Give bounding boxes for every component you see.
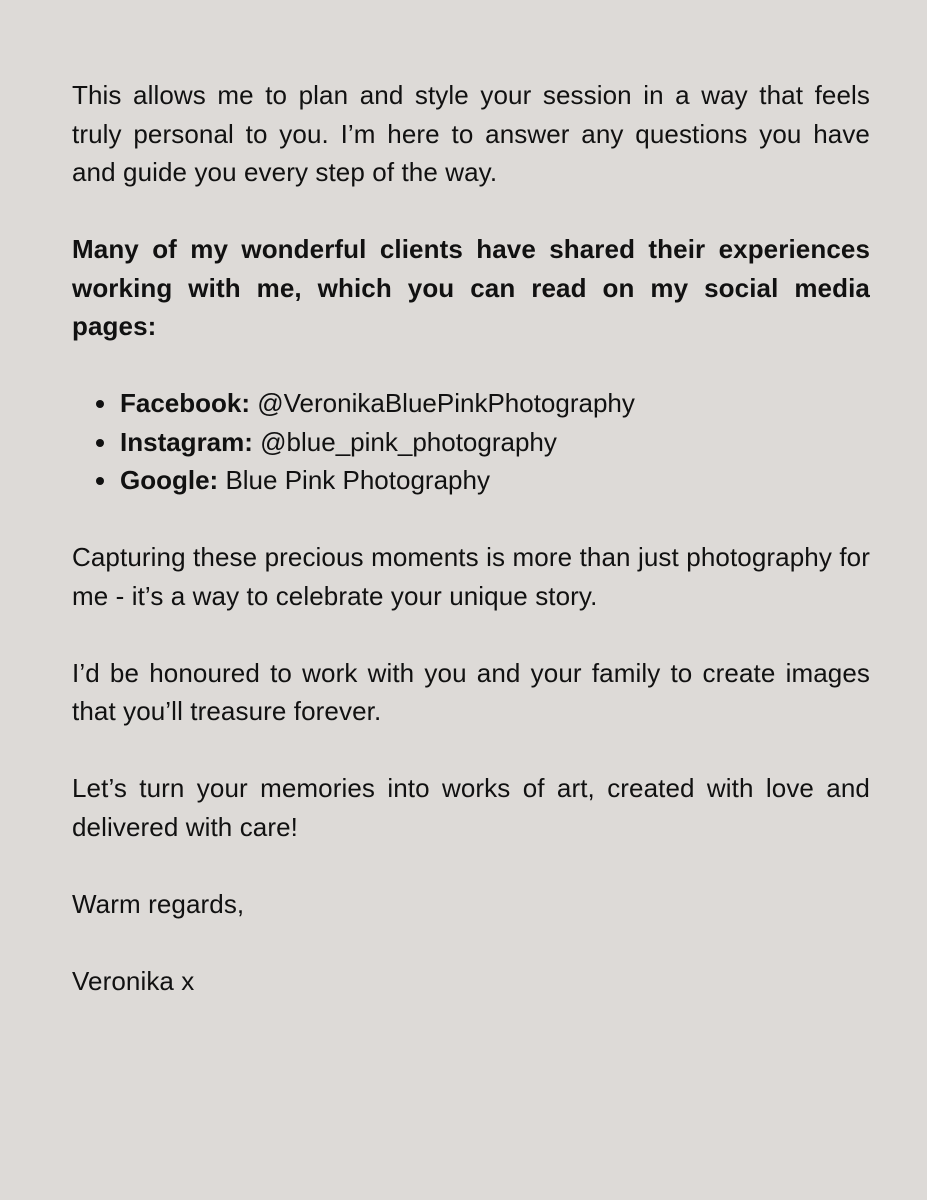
list-item-facebook xyxy=(72,384,870,423)
google-name: Blue Pink Photography xyxy=(225,465,490,495)
honoured-paragraph: I’d be honoured to work with you and your family to create images that you’ll treasure forever. xyxy=(72,657,870,726)
memories-paragraph: Let’s turn your memories into works of art, created with love and delivered with care! xyxy=(72,773,870,842)
bullet-icon xyxy=(96,477,104,485)
moments-paragraph: Capturing these precious moments is more than just photography for me - it’s a way to celebrate your unique story. xyxy=(72,542,870,611)
list-item-instagram xyxy=(72,423,870,462)
bullet-icon xyxy=(96,400,104,408)
closing-line: Warm regards, xyxy=(72,888,245,919)
google-label: Google: xyxy=(120,465,226,495)
signature: Veronika x xyxy=(72,965,195,996)
facebook-handle: @VeronikaBluePinkPhotography xyxy=(257,388,635,418)
instagram-label: Instagram: xyxy=(120,426,261,457)
instagram-handle: @blue_pink_photography xyxy=(260,426,557,457)
social-media-list xyxy=(72,384,870,500)
reviews-heading: Many of my wonderful clients have shared their experiences working with me, which you can read on my social media pages: xyxy=(72,234,870,341)
intro-paragraph: This allows me to plan and style your session in a way that feels truly personal to you. I’m here to answer any questions you have and guide you every step of the way. xyxy=(72,80,870,187)
bullet-icon xyxy=(96,439,104,447)
facebook-label: Facebook: xyxy=(120,388,258,418)
list-item-google xyxy=(72,461,870,500)
